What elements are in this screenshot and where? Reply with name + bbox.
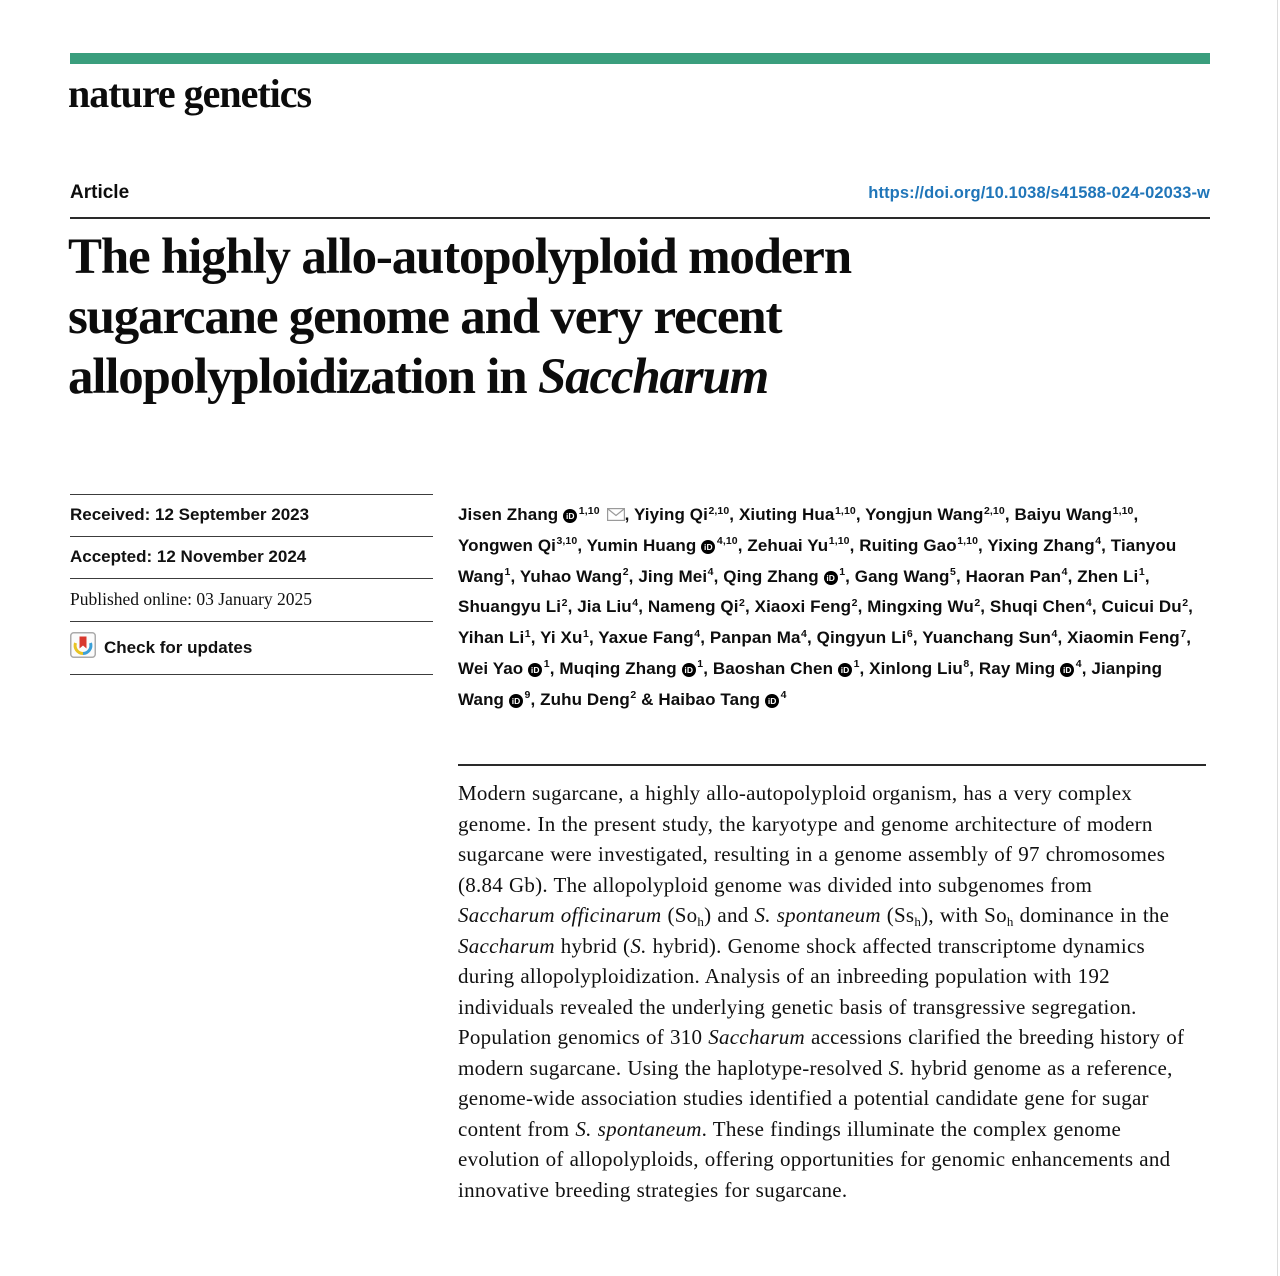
author-affiliation-superscript: 1 <box>839 566 846 579</box>
author <box>1101 597 1188 616</box>
crossmark-icon <box>70 632 96 663</box>
author-affiliation-superscript: 1 <box>582 627 589 640</box>
author <box>869 659 969 678</box>
orcid-icon[interactable]: iD <box>701 540 715 554</box>
published-date <box>70 578 433 621</box>
published-date-label: Published online: 03 January 2025 <box>70 589 313 609</box>
abstract-text <box>458 778 1194 1205</box>
author <box>458 659 550 678</box>
author <box>966 567 1068 586</box>
author-name: Yongwen Qi <box>458 535 556 555</box>
text: ) and <box>704 903 755 927</box>
author-name: Gang Wang <box>854 566 950 586</box>
author-affiliation-superscript: 2 <box>851 596 858 609</box>
author <box>540 690 636 709</box>
author <box>458 597 568 616</box>
author-affiliation-superscript: 3,10 <box>556 535 578 548</box>
author-affiliation-superscript: 6 <box>906 627 913 640</box>
author <box>865 505 1005 524</box>
author-affiliation-superscript: 1,10 <box>578 504 600 517</box>
italic-text: Saccharum officinarum <box>458 903 662 927</box>
email-corresponding-author-icon[interactable] <box>607 502 625 531</box>
author-name: Ruiting Gao <box>859 535 957 555</box>
author <box>559 659 703 678</box>
author-name: Xinlong Liu <box>869 658 963 678</box>
header-divider <box>70 217 1210 219</box>
author <box>1014 505 1133 524</box>
author-name: Shuangyu Li <box>458 597 562 617</box>
author-name: Yiying Qi <box>633 505 708 524</box>
author-name: Jing Mei <box>638 566 708 586</box>
author-name: Yongjun Wang <box>865 505 984 524</box>
author-affiliation-superscript: 1 <box>524 627 531 640</box>
author-name: Wei Yao <box>458 658 524 678</box>
author-affiliation-superscript: 7 <box>1180 627 1187 640</box>
title-line <box>68 347 1148 407</box>
author-name: Yuanchang Sun <box>922 628 1052 648</box>
author-affiliation-superscript: 2 <box>630 689 637 702</box>
author-name: Xiaomin Feng <box>1067 628 1180 648</box>
author <box>990 597 1092 616</box>
author-affiliation-superscript: 4 <box>694 627 701 640</box>
author <box>458 628 531 647</box>
author-name: Baiyu Wang <box>1014 505 1113 524</box>
text: ), with So <box>921 903 1007 927</box>
author-list: Jisen Zhang iD $^{1,10}$ , Yiying Qi$^{2,10}$, Xiuting Hua$^{1,10}$, Yongjun Wang$^{2,10}$, Baiyu Wang$^{1,10}$, Yongwen Qi$^{3,10}$, Yumin Huang iD $^{4,10}$, Zehuai Yu$^{1,10}$, Ruiting Gao$^{1,10}$, Yixing Zhang$^4$, Tianyou Wang$^1$, Yuhao Wang$^2$, Jing Mei$^4$, Qing Zhang iD $^1$, Gang Wang$^5$, Haoran Pan$^4$, Zhen Li$^1$, Shuangyu Li$^2$, Jia Liu$^4$, Nameng Qi$^2$, Xiaoxi Feng$^2$, Mingxing Wu$^2$, Shuqi Chen$^4$, Cuicui Du$^2$, Yihan Li$^1$, Yi Xu$^1$, Yaxue Fang$^4$, Panpan Ma$^4$, Qingyun Li$^6$, Yuanchang Sun$^4$, Xiaomin Feng$^7$, Wei Yao iD $^1$, Muqing Zhang iD $^1$, Baoshan Chen iD $^1$, Xinlong Liu$^8$, Ray Ming iD $^4$, Jianping Wang iD $^9$, Zuhu Deng$^2$ & Haibao Tang iD $^4$ <box>458 501 1210 717</box>
author-affiliation-superscript: 5 <box>950 566 956 579</box>
author <box>648 597 745 616</box>
orcid-icon[interactable]: iD <box>1060 663 1074 677</box>
author <box>713 659 860 678</box>
author-name: Xiaoxi Feng <box>754 597 852 617</box>
author-affiliation-superscript: 2,10 <box>708 504 730 517</box>
author-affiliation-superscript: 2,10 <box>983 504 1005 517</box>
author-name: Zhen Li <box>1077 566 1139 586</box>
author <box>1077 567 1145 586</box>
subscript-text: h <box>1006 914 1014 929</box>
author-affiliation-superscript: 1,10 <box>828 535 850 548</box>
text: hybrid genome as a reference, genome-wide association studies identified a potential candidate gene for sugar content from <box>458 1055 1173 1141</box>
author-name: Yihan Li <box>458 628 525 648</box>
author <box>867 597 980 616</box>
author-name: Haibao Tang <box>658 689 761 709</box>
author <box>755 597 858 616</box>
author <box>859 536 978 555</box>
author-affiliation-superscript: 4 <box>707 566 714 579</box>
author-name: Yixing Zhang <box>987 535 1095 555</box>
author-affiliation-superscript: 1,10 <box>957 535 979 548</box>
author <box>747 536 849 555</box>
text: accessions clarified the breeding history of modern sugarcane. Using the haplotype-resolved <box>458 1025 1185 1080</box>
author-name: Zuhu Deng <box>540 689 630 709</box>
author-affiliation-superscript: 4 <box>1051 627 1058 640</box>
author-affiliation-superscript: 1 <box>543 658 550 671</box>
author <box>1067 628 1186 647</box>
author <box>922 628 1057 647</box>
author-affiliation-superscript: 1,10 <box>834 504 856 517</box>
author-name: Yumin Huang <box>586 535 697 555</box>
author <box>540 628 589 647</box>
article-header-row <box>70 182 1210 204</box>
author-name: Tianyou Wang <box>458 535 1177 586</box>
italic-text: Saccharum <box>708 1025 805 1049</box>
author-affiliation-superscript: 1 <box>697 658 704 671</box>
page-edge-divider <box>1277 0 1278 1276</box>
text: (So <box>661 903 698 927</box>
text: (Ss <box>880 903 915 927</box>
author <box>987 536 1101 555</box>
author <box>817 628 913 647</box>
title-line <box>68 227 1148 287</box>
author <box>855 567 956 586</box>
author-name: Muqing Zhang <box>559 658 677 678</box>
author-affiliation-superscript: 1 <box>504 566 511 579</box>
author <box>458 505 625 524</box>
author-name: Yi Xu <box>540 628 583 648</box>
author <box>638 567 713 586</box>
italic-text: Saccharum <box>458 933 555 958</box>
author <box>710 628 807 647</box>
author <box>634 505 729 524</box>
author <box>587 536 738 555</box>
author-affiliation-superscript: 2 <box>561 596 568 609</box>
author-name: Qing Zhang <box>723 566 819 586</box>
text: . These findings illuminate the complex genome evolution of allopolyploids, offering opportunities for genomic enhancements and innovative breeding strategies for sugarcane. <box>458 1116 1171 1202</box>
italic-text: S. <box>888 1055 905 1080</box>
orcid-icon[interactable]: iD <box>509 694 523 708</box>
author <box>658 690 786 709</box>
text: hybrid ( <box>554 933 631 958</box>
article-type-label: Article <box>70 182 130 203</box>
text: dominance in the <box>1013 903 1170 927</box>
subscript-text: h <box>697 914 705 929</box>
author-affiliation-superscript: 4 <box>632 596 639 609</box>
author-name: Mingxing Wu <box>867 597 974 617</box>
check-for-updates-label: Check for updates <box>104 637 253 657</box>
author <box>739 505 856 524</box>
author-affiliation-superscript: 4 <box>801 627 807 640</box>
author-affiliation-superscript: 4 <box>780 689 787 702</box>
journal-brand-bar <box>70 53 1210 64</box>
orcid-icon[interactable]: iD <box>528 663 542 677</box>
accepted-date <box>70 536 433 578</box>
author-name: Ray Ming <box>978 658 1056 678</box>
author <box>458 536 577 555</box>
text: hybrid). Genome shock affected transcriptome dynamics during allopolyploidization. Analysis of an inbreeding population with 192 individuals revealed the underlying genetic basis of transgressive segregation. Population genomics of 310 <box>458 933 1145 1049</box>
author-name: Jianping Wang <box>458 658 1163 709</box>
author-affiliation-superscript: 2 <box>1182 596 1189 609</box>
author-name: Jisen Zhang <box>458 505 559 524</box>
author-name: Yuhao Wang <box>519 566 623 586</box>
author-name: Jia Liu <box>577 597 632 617</box>
orcid-icon[interactable]: iD <box>838 663 852 677</box>
author-affiliation-superscript: 4 <box>1085 596 1092 609</box>
subscript-text: h <box>914 914 922 929</box>
orcid-icon[interactable]: iD <box>563 509 577 523</box>
author-affiliation-superscript: 4 <box>1095 535 1102 548</box>
author-affiliation-superscript: 8 <box>963 658 970 671</box>
author-affiliation-superscript: 9 <box>524 689 531 702</box>
author <box>520 567 629 586</box>
received-date <box>70 494 433 536</box>
author-name: Haoran Pan <box>965 566 1062 586</box>
author <box>979 659 1082 678</box>
check-for-updates-button[interactable] <box>70 621 433 675</box>
received-date-label: Received: 12 September 2023 <box>70 505 310 524</box>
author-affiliation-superscript: 1,10 <box>1112 504 1134 517</box>
doi-link[interactable]: https://doi.org/10.1038/s41588-024-02033-w <box>868 184 1210 202</box>
author-affiliation-superscript: 1 <box>853 658 860 671</box>
page-title <box>68 227 1148 407</box>
orcid-icon[interactable]: iD <box>824 571 838 585</box>
author-name: Nameng Qi <box>647 597 739 617</box>
abstract-divider <box>458 764 1206 766</box>
author-affiliation-superscript: 2 <box>622 566 629 579</box>
text: allopolyploidization in <box>68 349 538 405</box>
author-name: Baoshan Chen <box>712 658 834 678</box>
article-meta-panel <box>70 494 433 675</box>
author-name: Xiuting Hua <box>738 505 835 524</box>
text: sugarcane genome and very recent <box>68 289 782 345</box>
author-name: Zehuai Yu <box>747 535 829 555</box>
text: The highly allo-autopolyploid modern <box>68 229 851 285</box>
author <box>598 628 700 647</box>
italic-text: Saccharum <box>538 349 769 405</box>
journal-logo: nature genetics <box>68 71 312 116</box>
author-name: Cuicui Du <box>1101 597 1182 617</box>
author <box>577 597 638 616</box>
orcid-icon[interactable]: iD <box>682 663 696 677</box>
author-affiliation-superscript: 1 <box>1138 566 1145 579</box>
author-affiliation-superscript: 4 <box>1061 566 1068 579</box>
author-name: Qingyun Li <box>816 628 907 648</box>
italic-text: S. spontaneum <box>575 1116 702 1141</box>
accepted-date-label: Accepted: 12 November 2024 <box>70 547 307 566</box>
author-affiliation-superscript: 4,10 <box>716 535 738 548</box>
title-line <box>68 287 1148 347</box>
author-name: Shuqi Chen <box>989 597 1086 617</box>
author <box>723 567 845 586</box>
author-name: Yaxue Fang <box>598 628 694 648</box>
text: Modern sugarcane, a highly allo-autopolyploid organism, has a very complex genome. In the present study, the karyotype and genome architecture of modern sugarcane were investigated, resulting in a genome assembly of 97 chromosomes (8.84 Gb). The allopolyploid genome was divided into subgenomes from <box>458 781 1166 897</box>
author-name: Panpan Ma <box>709 628 801 648</box>
orcid-icon[interactable]: iD <box>765 694 779 708</box>
author-affiliation-superscript: 4 <box>1075 658 1082 671</box>
italic-text: S. spontaneum <box>754 903 881 927</box>
author-affiliation-superscript: 2 <box>739 596 745 609</box>
italic-text: S. <box>630 933 647 958</box>
author-affiliation-superscript: 2 <box>974 596 981 609</box>
